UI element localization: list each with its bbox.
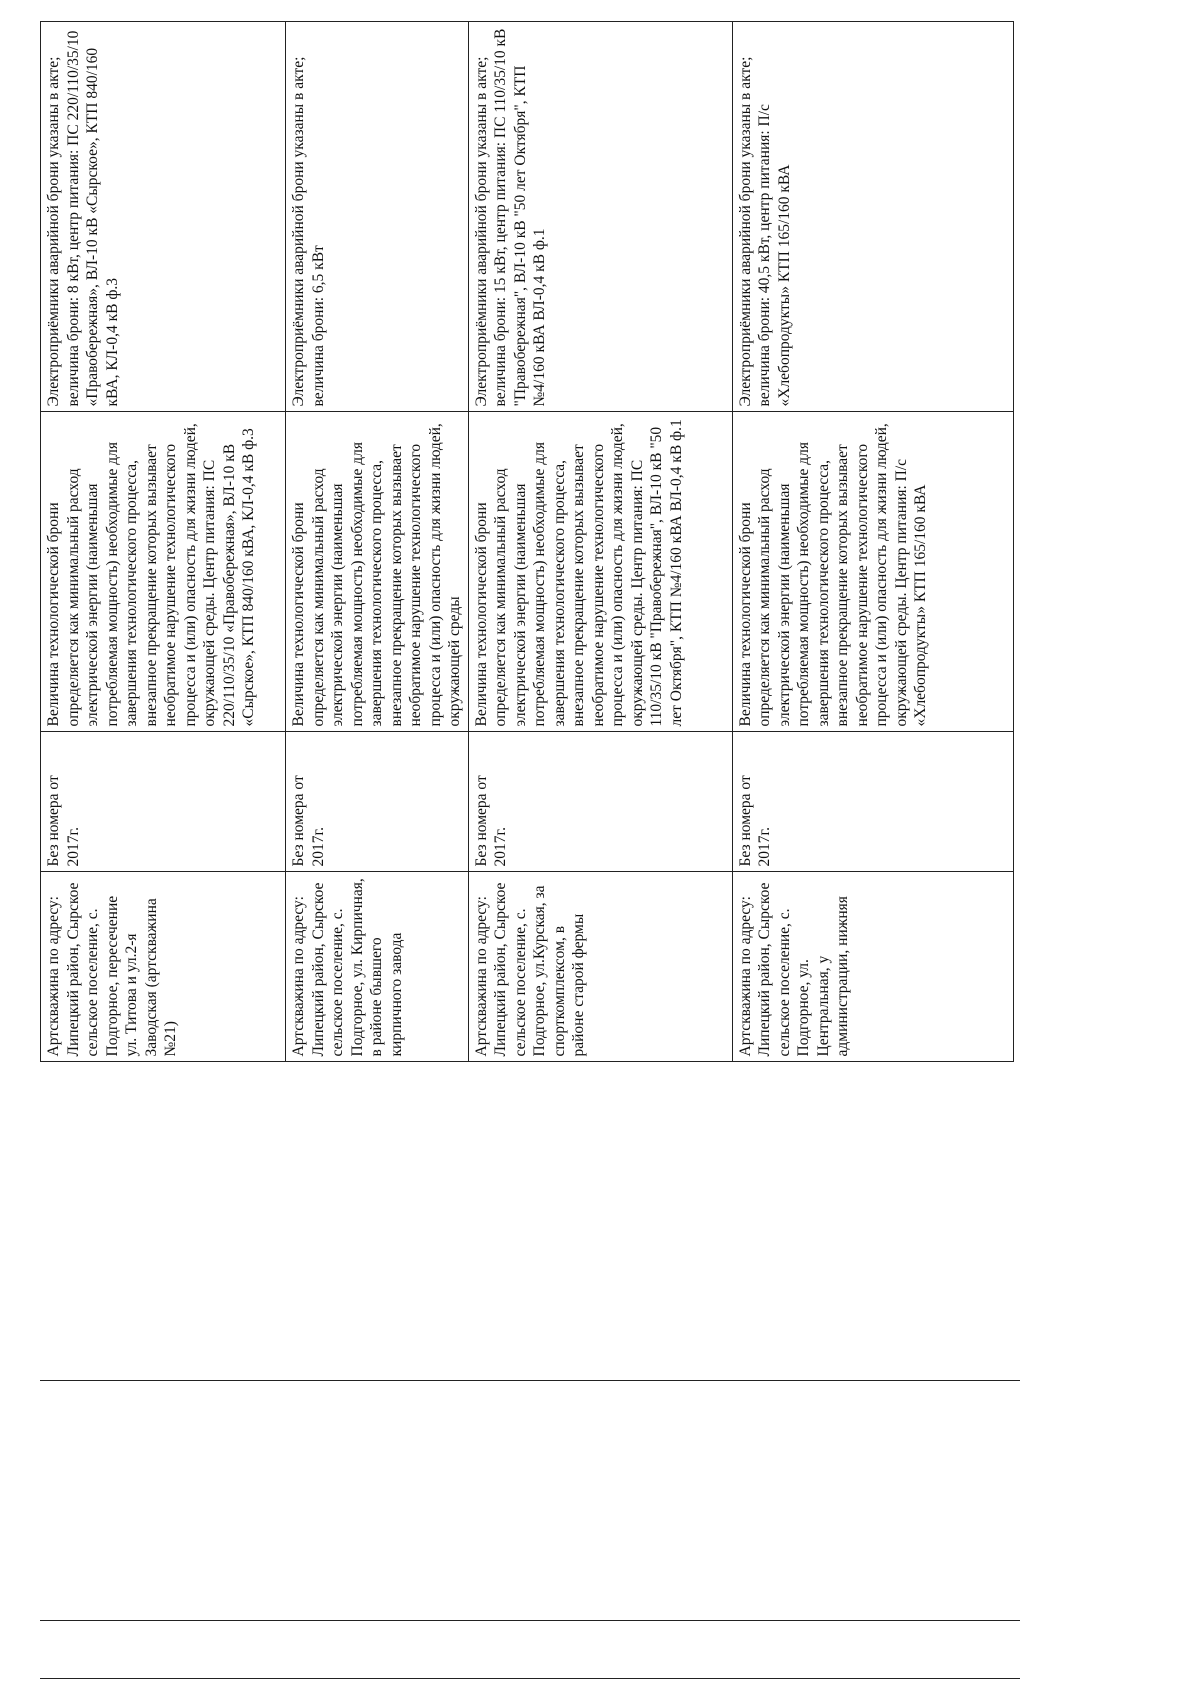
document-cell: Без номера от 2017г. <box>732 732 1013 872</box>
document-cell: Без номера от 2017г. <box>286 732 469 872</box>
horizontal-rule <box>40 1678 1020 1679</box>
empty-cell <box>286 1062 469 1662</box>
address-cell: Артскважина по адресу: Липецкий район, Сырское сельское поселение, с. Подгорное, ул. Центральная, у администрации, нижняя <box>732 872 1013 1062</box>
acts-cell: Электроприёмники аварийной брони указаны в акте; величина брони: 8 кВт, центр питания: ПС 220/110/35/10 «Правобережная», ВЛ-10 кВ «Сырское», КТП 840/160 кВА, КЛ-0,4 кВ ф.3 <box>41 22 286 412</box>
description-cell: Величина технологической брони определяется как минимальный расход электрической энергии (наименьшая потребляемая мощность) необходимые для завершения технологического процесса, внезапное прекращение которых вызывает необратимое нарушение технологического процесса и (или) опасность для жизни людей, окружающей среды <box>286 412 469 732</box>
table-row <box>732 22 1013 1662</box>
table-row <box>286 22 469 1662</box>
document-cell: Без номера от 2017г. <box>41 732 286 872</box>
address-cell: Артскважина по адресу: Липецкий район, Сырское сельское поселение, с. Подгорное, ул. Кирпичная, в районе бывшего кирпичного завода <box>286 872 469 1062</box>
address-cell: Артскважина по адресу: Липецкий район, Сырское сельское поселение, с. Подгорное, пересечение ул. Титова и ул.2-я Заводская (артскважина №21) <box>41 872 286 1062</box>
description-cell: Величина технологической брони определяется как минимальный расход электрической энергии (наименьшая потребляемая мощность) необходимые для завершения технологического процесса, внезапное прекращение которых вызывает необратимое нарушение технологического процесса и (или) опасность для жизни людей, окружающей среды. Центр питания: ПС 220/110/35/10 «Правобережная», ВЛ-10 кВ «Сырское», КТП 840/160 кВА, КЛ-0,4 кВ ф.3 <box>41 412 286 732</box>
description-cell: Величина технологической брони определяется как минимальный расход электрической энергии (наименьшая потребляемая мощность) необходимые для завершения технологического процесса, внезапное прекращение которых вызывает необратимое нарушение технологического процесса и (или) опасность для жизни людей, окружающей среды. Центр питания: ПС 110/35/10 кВ "Правобережная", ВЛ-10 кВ "50 лет Октября", КТП №4/160 кВА ВЛ-0,4 кВ ф.1 <box>468 412 732 732</box>
acts-cell: Электроприёмники аварийной брони указаны в акте; величина брони: 6,5 кВт <box>286 22 469 412</box>
description-cell: Величина технологической брони определяется как минимальный расход электрической энергии (наименьшая потребляемая мощность) необходимые для завершения технологического процесса, внезапное прекращение которых вызывает необратимое нарушение технологического процесса и (или) опасность для жизни людей, окружающей среды. Центр питания: П/с «Хлебопродукты» КТП 165/160 кВА <box>732 412 1013 732</box>
empty-cell <box>732 1062 1013 1662</box>
rotated-table-container <box>40 22 1008 1662</box>
power-reserve-table <box>40 22 1014 1663</box>
address-cell: Артскважина по адресу: Липецкий район, Сырское сельское поселение, с. Подгорное, ул.Курская, за спорткомплексом, в районе старой фермы <box>468 872 732 1062</box>
table-row <box>468 22 732 1662</box>
empty-cell <box>41 1062 286 1662</box>
document-cell: Без номера от 2017г. <box>468 732 732 872</box>
acts-cell: Электроприёмники аварийной брони указаны в акте; величина брони: 15 кВт, центр питания: ПС 110/35/10 кВ "Правобережная", ВЛ-10 кВ "50 лет Октября", КТП №4/160 кВА ВЛ-0,4 кВ ф.1 <box>468 22 732 412</box>
table-row <box>41 22 286 1662</box>
empty-cell <box>468 1062 732 1662</box>
acts-cell: Электроприёмники аварийной брони указаны в акте; величина брони: 40,5 кВт, центр питания: П/с «Хлебопродукты» КТП 165/160 кВА <box>732 22 1013 412</box>
